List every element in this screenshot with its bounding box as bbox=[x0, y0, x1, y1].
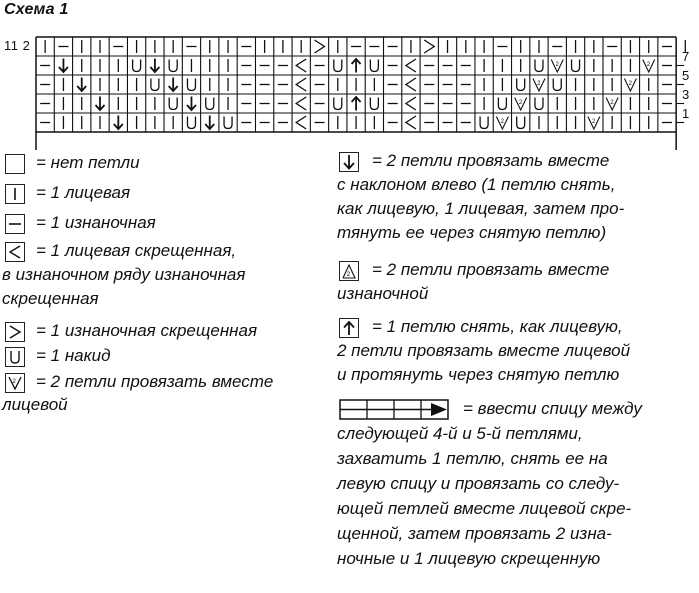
stitch-yarn-over bbox=[370, 60, 378, 72]
svg-text:2: 2 bbox=[12, 379, 16, 385]
purl-symbol-icon bbox=[5, 214, 25, 234]
chart-corner-label: 11 2 bbox=[4, 38, 31, 53]
stitch-double-decrease bbox=[352, 97, 361, 111]
legend-purl-crossed: = 1 изнаночная скрещенная bbox=[36, 321, 258, 340]
svg-text:2: 2 bbox=[610, 100, 614, 106]
stitch-k2tog bbox=[643, 60, 655, 73]
stitch-yarn-over bbox=[151, 79, 159, 91]
stitch-knit-crossed bbox=[406, 116, 416, 129]
svg-text:2: 2 bbox=[646, 62, 651, 68]
stitch-yarn-over bbox=[206, 98, 214, 110]
legend-no-stitch: = нет петли bbox=[36, 153, 140, 172]
legend-ssk-1: = 2 петли провязать вместе bbox=[372, 151, 610, 170]
stitch-yarn-over bbox=[498, 98, 506, 110]
stitch-k2tog bbox=[496, 117, 508, 130]
legend-cable-2: следующей 4-й и 5-й петлями, bbox=[337, 424, 583, 443]
legend-cable-7: ночные и 1 лицевую скрещенную bbox=[337, 549, 601, 568]
stitch-yarn-over bbox=[224, 117, 232, 129]
stitch-yarn-over bbox=[535, 98, 543, 110]
legend-k2tog-1: = 2 петли провязать вместе bbox=[36, 372, 274, 391]
stitch-k2tog bbox=[624, 79, 636, 92]
stitch-purl-crossed bbox=[424, 40, 434, 53]
legend-k2tog-2: лицевой bbox=[2, 395, 68, 414]
no-stitch-symbol-icon bbox=[5, 154, 25, 174]
legend-ssk-4: тянуть ее через снятую петлю) bbox=[337, 223, 607, 242]
svg-text:2: 2 bbox=[518, 100, 523, 106]
p2tog-symbol-icon bbox=[339, 261, 359, 281]
legend-double-decrease-2: 2 петли провязать вместе лицевой bbox=[337, 341, 631, 360]
stitch-yarn-over bbox=[480, 117, 488, 129]
legend-yarn-over: = 1 накид bbox=[36, 346, 111, 365]
stitch-purl-crossed bbox=[314, 40, 324, 53]
stitch-ssk bbox=[169, 78, 178, 92]
legend-double-decrease-1: = 1 петлю снять, как лицевую, bbox=[372, 317, 623, 336]
stitch-yarn-over bbox=[334, 98, 342, 110]
knit-crossed-symbol-icon bbox=[5, 242, 25, 262]
cable-arrow-icon bbox=[339, 399, 451, 421]
svg-text:2: 2 bbox=[555, 62, 559, 68]
svg-text:2: 2 bbox=[628, 81, 632, 87]
stitch-ssk bbox=[96, 97, 105, 111]
legend-cable-4: левую спицу и провязать со следу- bbox=[337, 474, 620, 493]
stitch-yarn-over bbox=[187, 79, 195, 91]
stitch-yarn-over bbox=[572, 60, 580, 72]
stitch-knit-crossed bbox=[296, 78, 306, 91]
purl-crossed-symbol-icon bbox=[5, 322, 25, 342]
stitch-k2tog bbox=[606, 98, 618, 111]
stitch-knit-crossed bbox=[406, 78, 416, 91]
legend-knit-crossed-2: в изнаночном ряду изнаночная bbox=[2, 265, 246, 284]
stitch-yarn-over bbox=[370, 98, 378, 110]
stitch-k2tog bbox=[533, 79, 545, 92]
legend-knit-crossed-3: скрещенная bbox=[2, 289, 99, 308]
legend-knit-crossed-1: = 1 лицевая скрещенная, bbox=[36, 241, 237, 260]
legend-cable-1: = ввести спицу между bbox=[463, 399, 642, 418]
knitting-chart bbox=[0, 0, 699, 150]
yarn-over-symbol-icon bbox=[5, 347, 25, 367]
repeat-band bbox=[36, 132, 676, 150]
stitch-yarn-over bbox=[517, 117, 525, 129]
legend-p2tog-2: изнаночной bbox=[337, 284, 429, 303]
stitch-knit-crossed bbox=[406, 59, 416, 72]
svg-text:2: 2 bbox=[592, 119, 596, 125]
ssk-symbol-icon bbox=[339, 152, 359, 172]
legend-p2tog-1: = 2 петли провязать вместе bbox=[372, 260, 610, 279]
stitch-knit-crossed bbox=[296, 97, 306, 110]
legend-ssk-3: как лицевую, 1 лицевая, затем про- bbox=[337, 199, 625, 218]
stitch-ssk bbox=[150, 59, 159, 73]
knit-symbol-icon bbox=[5, 184, 25, 204]
stitch-ssk bbox=[77, 78, 86, 92]
stitch-ssk bbox=[59, 59, 68, 73]
stitch-yarn-over bbox=[334, 60, 342, 72]
stitch-ssk bbox=[187, 97, 196, 111]
stitch-k2tog bbox=[588, 117, 600, 130]
stitch-yarn-over bbox=[169, 60, 177, 72]
row-label-7: 7 bbox=[682, 49, 690, 64]
stitch-yarn-over bbox=[187, 117, 195, 129]
stitch-yarn-over bbox=[169, 98, 177, 110]
double-decrease-symbol-icon bbox=[339, 318, 359, 338]
stitch-double-decrease bbox=[352, 59, 361, 73]
stitch-ssk bbox=[114, 116, 123, 130]
svg-text:2: 2 bbox=[500, 119, 504, 125]
svg-text:2: 2 bbox=[346, 272, 351, 278]
stitch-k2tog bbox=[515, 98, 527, 111]
legend-cable-5: ющей петлей вместе лицевой скре- bbox=[337, 499, 632, 518]
chart-title: Схема 1 bbox=[4, 1, 69, 18]
stitch-knit-crossed bbox=[296, 116, 306, 129]
stitch-yarn-over bbox=[133, 60, 141, 72]
legend-knit: = 1 лицевая bbox=[36, 183, 131, 202]
stitch-k2tog bbox=[551, 60, 563, 73]
row-label-3: 3 bbox=[682, 87, 690, 102]
stitch-ssk bbox=[205, 116, 214, 130]
stitch-knit-crossed bbox=[296, 59, 306, 72]
row-label-5: 5 bbox=[682, 68, 690, 83]
stitch-yarn-over bbox=[517, 79, 525, 91]
legend-purl: = 1 изнаночная bbox=[36, 213, 156, 232]
stitch-yarn-over bbox=[553, 79, 561, 91]
svg-text:2: 2 bbox=[537, 81, 541, 87]
stitch-yarn-over bbox=[535, 60, 543, 72]
stitch-knit-crossed bbox=[406, 97, 416, 110]
k2tog-symbol-icon bbox=[5, 373, 25, 393]
legend-cable-6: щенной, затем провязать 2 изна- bbox=[337, 524, 612, 543]
legend-double-decrease-3: и протянуть через снятую петлю bbox=[337, 365, 620, 384]
row-label-1: 1 bbox=[682, 106, 690, 121]
legend-ssk-2: с наклоном влево (1 петлю снять, bbox=[337, 175, 616, 194]
legend-cable-3: захватить 1 петлю, снять ее на bbox=[337, 449, 608, 468]
